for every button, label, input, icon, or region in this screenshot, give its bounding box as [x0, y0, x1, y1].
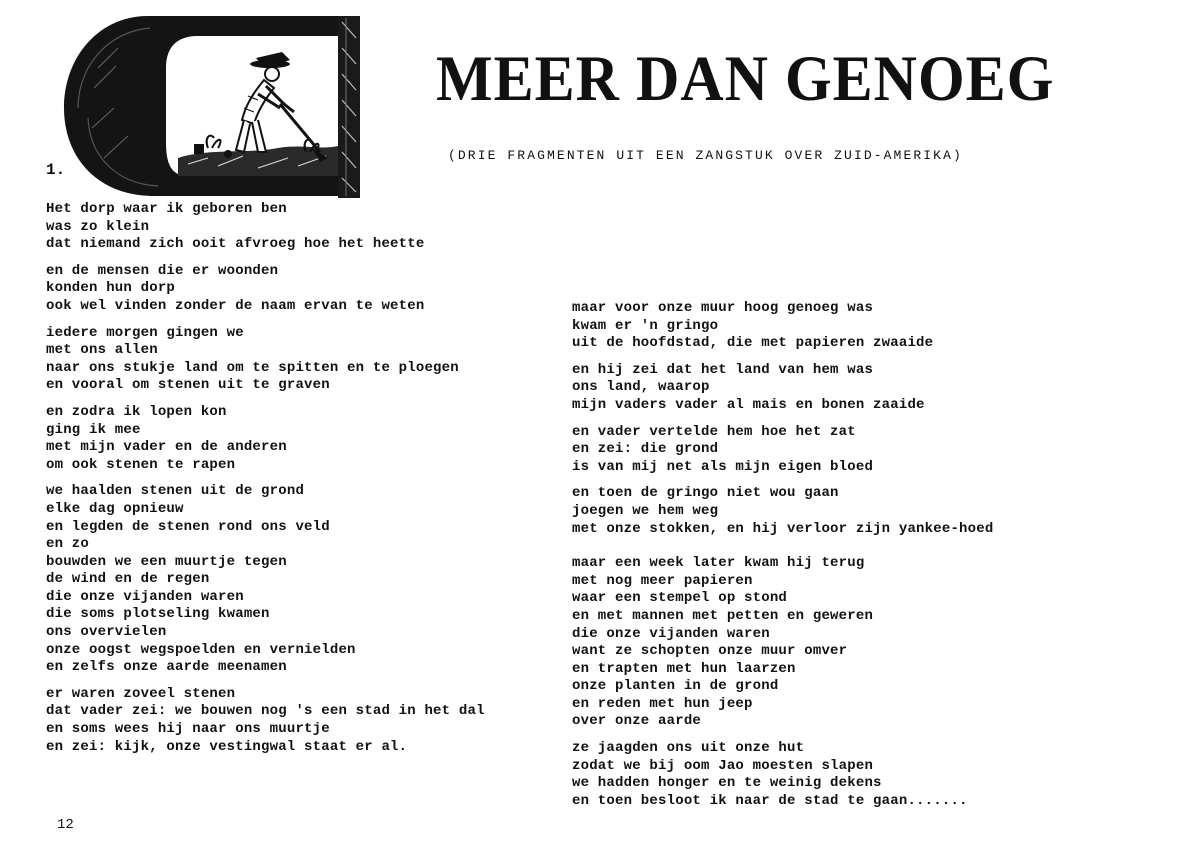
poem-line: dat vader zei: we bouwen nog 's een stad in het dal — [46, 703, 485, 720]
poem-line: onze oogst wegspoelden en vernielden — [46, 641, 356, 658]
poem-line: die onze vijanden waren — [46, 588, 244, 605]
page-number: 12 — [57, 817, 74, 833]
poem-line: bouwden we een muurtje tegen — [46, 553, 287, 570]
poem-line: uit de hoofdstad, die met papieren zwaaide — [572, 335, 934, 352]
stanza — [46, 685, 485, 756]
poem-line: iedere morgen gingen we — [46, 324, 244, 341]
stanza — [572, 485, 1012, 538]
poem-line: de wind en de regen — [46, 571, 210, 588]
digging-farmer-dropcap-icon — [58, 8, 370, 200]
stanza — [46, 483, 466, 677]
poem-line: en soms wees hij naar ons muurtje — [46, 721, 330, 738]
poem-line: is van mij net als mijn eigen bloed — [572, 458, 874, 475]
poem-line: en trapten met hun laarzen — [572, 660, 796, 677]
poem-line: naar ons stukje land om te spitten en te ploegen — [46, 359, 459, 376]
poem-line: en legden de stenen rond ons veld — [46, 518, 330, 535]
poem-line: en vader vertelde hem hoe het zat — [572, 423, 856, 440]
poem-line: en de mensen die er woonden — [46, 262, 279, 279]
poem-line: over onze aarde — [572, 713, 702, 730]
poem-line: met onze stokken, en hij verloor zijn yankee-hoed — [572, 520, 994, 537]
poem-line: ging ik mee — [46, 421, 141, 438]
left-poem-column — [46, 201, 485, 756]
right-poem-column — [572, 300, 1012, 810]
page-subtitle: (DRIE FRAGMENTEN UIT EEN ZANGSTUK OVER ZUID-AMERIKA) — [448, 148, 963, 163]
poem-line: konden hun dorp — [46, 280, 176, 297]
poem-line: en toen besloot ik naar de stad te gaan....... — [572, 792, 968, 809]
poem-line: joegen we hem weg — [572, 502, 719, 519]
stanza — [572, 362, 1012, 415]
poem-line: en zelfs onze aarde meenamen — [46, 659, 287, 676]
poem-line: maar een week later kwam hij terug — [572, 555, 865, 572]
poem-line: en toen de gringo niet wou gaan — [572, 485, 839, 502]
poem-line: met nog meer papieren — [572, 572, 753, 589]
poem-line: die soms plotseling kwamen — [46, 606, 270, 623]
poem-line: en reden met hun jeep — [572, 695, 753, 712]
page-title: MEER DAN GENOEG — [436, 42, 1055, 115]
stanza — [46, 404, 466, 474]
poem-line: en zo — [46, 536, 90, 553]
poem-line: met ons allen — [46, 342, 158, 359]
poem-line: dat niemand zich ooit afvroeg hoe het heette — [46, 236, 425, 253]
poem-line: onze planten in de grond — [572, 678, 779, 695]
poem-line: was zo klein — [46, 218, 150, 235]
poem-line: die onze vijanden waren — [572, 625, 770, 642]
poem-line: elke dag opnieuw — [46, 500, 184, 517]
stanza — [572, 300, 1012, 353]
poem-line: om ook stenen te rapen — [46, 456, 236, 473]
poem-line: we haalden stenen uit de grond — [46, 483, 305, 500]
poem-line: en hij zei dat het land van hem was — [572, 361, 874, 378]
section-number: 1. — [46, 161, 66, 179]
poem-line: ons overvielen — [46, 624, 167, 641]
poem-line: kwam er 'n gringo — [572, 317, 719, 334]
poem-line: maar voor onze muur hoog genoeg was — [572, 300, 874, 316]
poem-line: waar een stempel op stond — [572, 590, 788, 607]
poem-line: ons land, waarop — [572, 379, 710, 396]
stanza — [46, 325, 466, 395]
poem-line: we hadden honger en te weinig dekens — [572, 775, 882, 792]
poem-line: Het dorp waar ik geboren ben — [46, 201, 287, 217]
poem-line: en zei: die grond — [572, 441, 719, 458]
poem-line: ook wel vinden zonder de naam ervan te weten — [46, 297, 425, 314]
stanza — [572, 740, 1012, 810]
poem-line: en zei: kijk, onze vestingwal staat er al. — [46, 738, 408, 755]
poem-line: ze jaagden ons uit onze hut — [572, 740, 805, 757]
poem-line: en met mannen met petten en geweren — [572, 607, 874, 624]
stanza — [572, 555, 1012, 731]
poem-line: er waren zoveel stenen — [46, 685, 236, 702]
poem-line: en vooral om stenen uit te graven — [46, 377, 330, 394]
stanza — [572, 424, 1012, 477]
stanza — [46, 263, 466, 316]
stanza — [46, 201, 466, 254]
poem-line: mijn vaders vader al mais en bonen zaaide — [572, 396, 925, 413]
poem-line: en zodra ik lopen kon — [46, 403, 227, 420]
poem-line: met mijn vader en de anderen — [46, 439, 287, 456]
poem-line: zodat we bij oom Jao moesten slapen — [572, 757, 874, 774]
poem-line: want ze schopten onze muur omver — [572, 643, 848, 660]
